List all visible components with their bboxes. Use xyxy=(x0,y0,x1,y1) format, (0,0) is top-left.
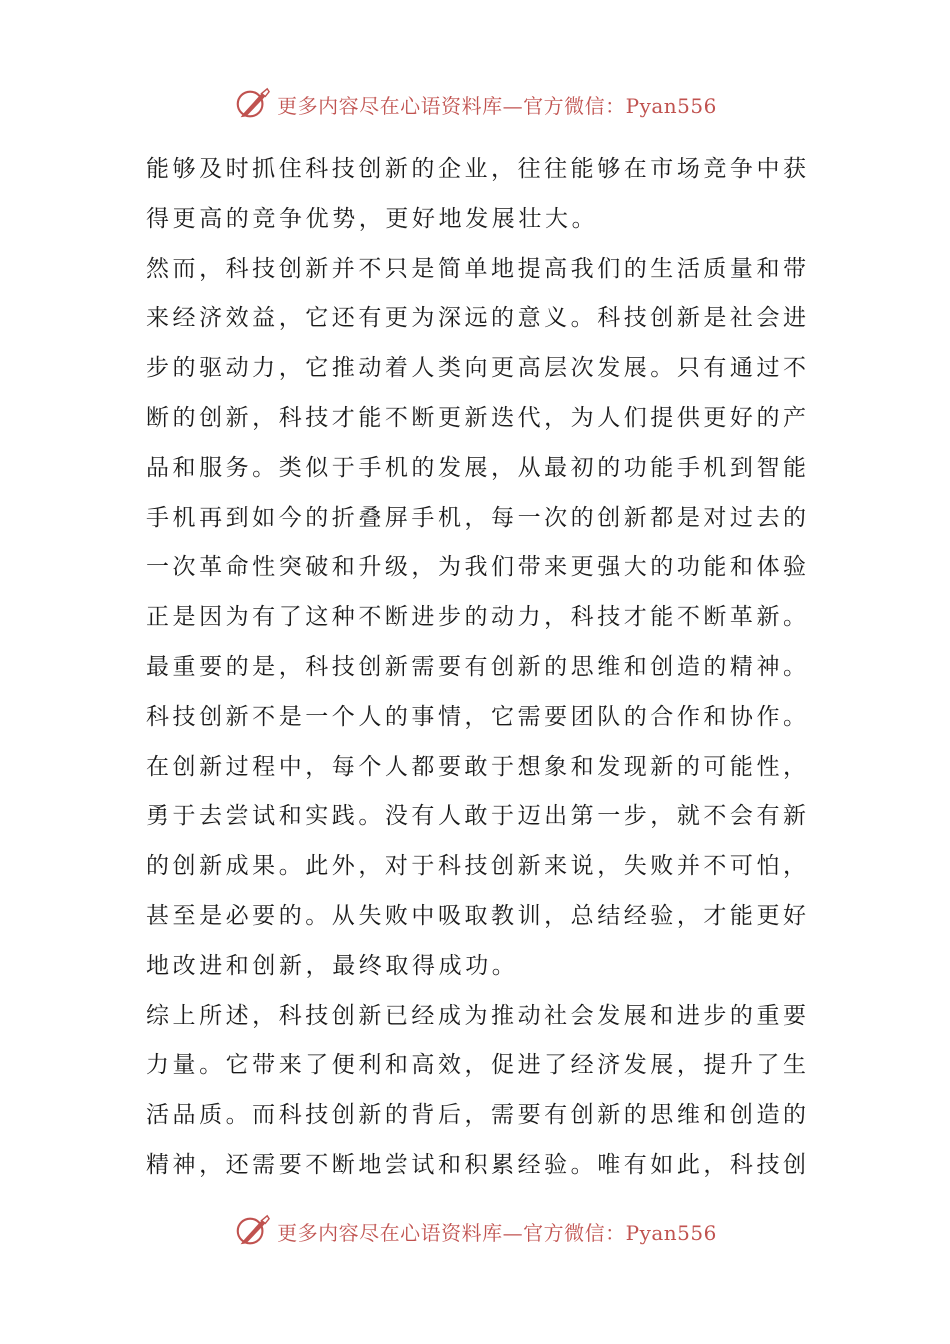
footer-banner-text: 更多内容尽在心语资料库—官方微信：Pyan556 xyxy=(277,1220,717,1245)
body-line: 精神，还需要不断地尝试和积累经验。唯有如此，科技创 xyxy=(146,1151,806,1178)
body-line: 来经济效益，它还有更为深远的意义。科技创新是社会进 xyxy=(146,305,806,332)
body-line: 甚至是必要的。从失败中吸取教训，总结经验，才能更好 xyxy=(146,902,806,929)
body-line: 手机再到如今的折叠屏手机，每一次的创新都是对过去的 xyxy=(146,504,806,531)
body-line: 地改进和创新，最终取得成功。 xyxy=(146,952,519,979)
document-body xyxy=(146,145,806,1191)
body-line: 勇于去尝试和实践。没有人敢于迈出第一步，就不会有新 xyxy=(146,803,806,830)
body-line: 品和服务。类似于手机的发展，从最初的功能手机到智能 xyxy=(146,454,806,481)
body-line: 一次革命性突破和升级，为我们带来更强大的功能和体验 xyxy=(146,554,806,581)
header-banner-text: 更多内容尽在心语资料库—官方微信：Pyan556 xyxy=(277,93,717,118)
body-line: 力量。它带来了便利和高效，促进了经济发展，提升了生 xyxy=(146,1052,806,1079)
body-line: 断的创新，科技才能不断更新迭代，为人们提供更好的产 xyxy=(146,404,806,431)
body-line: 最重要的是，科技创新需要有创新的思维和创造的精神。 xyxy=(146,653,806,680)
body-line: 然而，科技创新并不只是简单地提高我们的生活质量和带 xyxy=(146,255,806,282)
body-line: 在创新过程中，每个人都要敢于想象和发现新的可能性， xyxy=(146,753,806,780)
body-line: 科技创新不是一个人的事情，它需要团队的合作和协作。 xyxy=(146,703,806,730)
body-line: 活品质。而科技创新的背后，需要有创新的思维和创造的 xyxy=(146,1102,806,1129)
body-line: 步的驱动力，它推动着人类向更高层次发展。只有通过不 xyxy=(146,355,806,382)
body-line: 得更高的竞争优势，更好地发展壮大。 xyxy=(146,205,599,232)
header-banner xyxy=(0,84,950,124)
footer-banner xyxy=(0,1211,950,1251)
body-line: 综上所述，科技创新已经成为推动社会发展和进步的重要 xyxy=(146,1002,806,1029)
body-line: 的创新成果。此外，对于科技创新来说，失败并不可怕， xyxy=(146,853,806,880)
pen-nib-logo-icon xyxy=(233,85,271,123)
body-line: 正是因为有了这种不断进步的动力，科技才能不断革新。 xyxy=(146,604,806,631)
body-line: 能够及时抓住科技创新的企业，往往能够在市场竞争中获 xyxy=(146,156,806,182)
pen-nib-logo-icon xyxy=(233,1212,271,1250)
